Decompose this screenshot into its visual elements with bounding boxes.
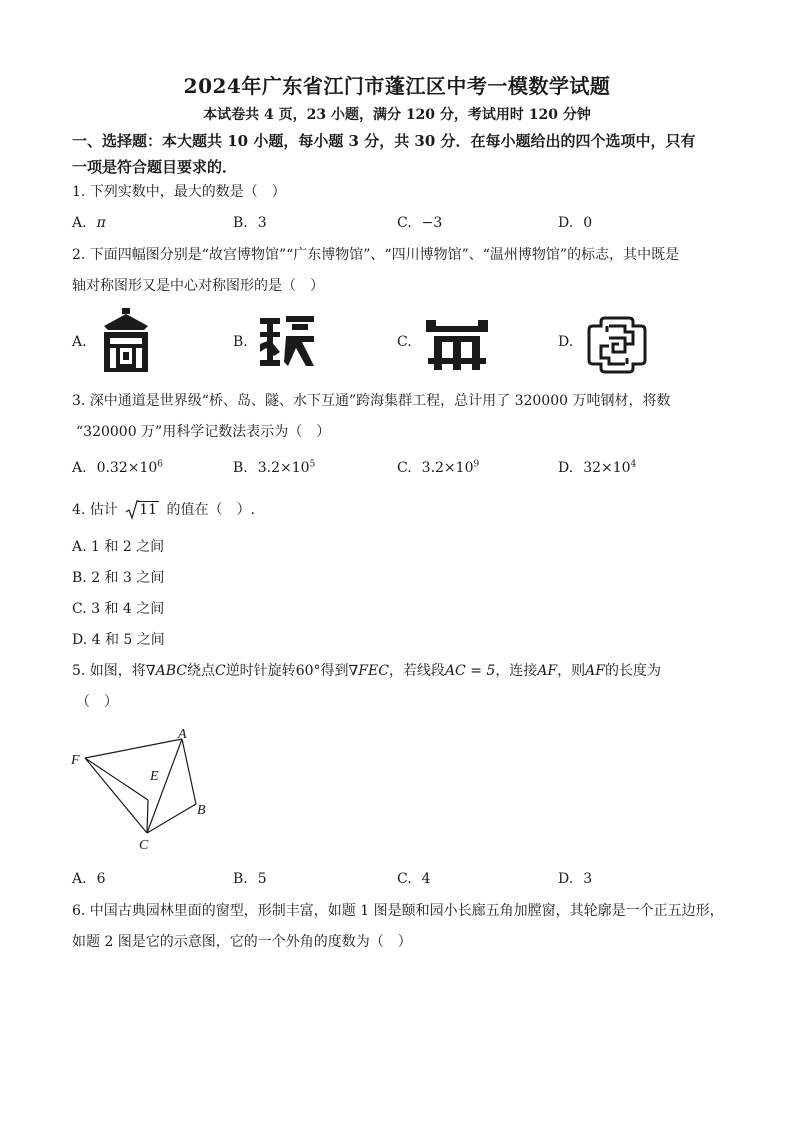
option-label: D. <box>558 460 574 476</box>
figure-label-b: B <box>197 803 206 818</box>
q1-stem: 1. 下列实数中，最大的数是（ ） <box>72 184 286 200</box>
figure-label-e: E <box>150 769 159 784</box>
option-value: 5 <box>257 871 267 887</box>
q1-option-a <box>72 213 106 233</box>
sqrt-expression <box>125 500 159 520</box>
figure-lines <box>85 739 196 833</box>
section-heading-line2: 一项是符合题目要求的． <box>72 158 238 176</box>
rotation-figure <box>66 722 226 856</box>
figure-label-a: A <box>178 727 187 742</box>
option-exponent: 6 <box>157 459 164 470</box>
sqrt-radicand: 11 <box>139 502 158 518</box>
q4-option-b: B. 2 和 3 之间 <box>72 570 165 586</box>
option-base: 32×10 <box>583 460 631 476</box>
wenzhou-museum-logo-icon <box>585 314 649 376</box>
q4-option-d: D. 4 和 5 之间 <box>72 632 165 648</box>
q2-option-c-label: C. <box>397 334 412 350</box>
q2-option-d-label: D. <box>558 334 574 350</box>
q5-triangle-abc: ∇ABC <box>145 663 187 679</box>
option-value: 4 <box>421 871 431 887</box>
q5-text: 5. 如图，将 <box>72 663 146 679</box>
radical-sign-icon <box>125 500 139 520</box>
palace-museum-logo-icon <box>100 308 152 374</box>
q4-stem-post: 的值在（ ）. <box>166 502 255 518</box>
q4-stem <box>72 500 255 520</box>
q5-text: ，若线段 <box>388 663 445 679</box>
option-value: 3 <box>583 871 593 887</box>
q3-option-c <box>397 458 479 478</box>
option-label: D. <box>558 871 574 887</box>
q3-option-b <box>233 458 315 478</box>
q5-text: 得到 <box>320 663 349 679</box>
option-label: C. <box>397 871 412 887</box>
q4-stem-pre: 4. 估计 <box>72 502 118 518</box>
option-label: C. <box>397 460 412 476</box>
option-value: π <box>96 215 106 231</box>
q5-option-d <box>558 869 592 889</box>
guangdong-museum-logo-icon <box>258 314 318 370</box>
exam-info: 本试卷共 4 页，23 小题，满分 120 分，考试用时 120 分钟 <box>203 107 591 123</box>
q5-text: 逆时针旋转 <box>225 663 296 679</box>
option-label: C. <box>397 215 412 231</box>
q2-option-b-label: B. <box>233 334 248 350</box>
page-title: 2024年广东省江门市蓬江区中考一模数学试题 <box>183 74 611 98</box>
option-exponent: 4 <box>630 459 637 470</box>
option-base: 0.32×10 <box>96 460 158 476</box>
q3-option-d <box>558 458 636 478</box>
q1-option-c <box>397 213 442 233</box>
q6-stem-line1: 6. 中国古典园林里面的窗型，形制丰富，如题 1 图是颐和园小长廊五角加膛窗，其轮廓是一个正五边形， <box>72 903 724 919</box>
q5-angle: 60° <box>295 663 321 679</box>
option-label: D. <box>558 215 574 231</box>
option-value: 0 <box>583 215 593 231</box>
q2-stem-line1: 2. 下面四幅图分别是“故宫博物馆”“广东博物馆”、“四川博物馆”、“温州博物馆”的标志，其中既是 <box>72 247 680 263</box>
q5-segment-ac: AC = 5 <box>444 663 496 679</box>
option-value: −3 <box>421 215 443 231</box>
option-label: A. <box>72 215 87 231</box>
q5-option-b <box>233 869 267 889</box>
q5-stem-line1 <box>72 661 661 681</box>
option-label: B. <box>233 460 248 476</box>
q5-option-c <box>397 869 431 889</box>
q4-option-a: A. 1 和 2 之间 <box>72 539 165 555</box>
q5-triangle-fec: ∇FEC <box>348 663 389 679</box>
option-base: 3.2×10 <box>257 460 310 476</box>
option-value: 3 <box>257 215 267 231</box>
q1-option-b <box>233 213 267 233</box>
option-label: B. <box>233 871 248 887</box>
q5-stem-line2: （ ） <box>76 694 118 710</box>
q3-option-a <box>72 458 163 478</box>
q5-segment-af: AF <box>585 663 605 679</box>
q5-option-a <box>72 869 105 889</box>
section-heading-line1: 一、选择题：本大题共 10 小题，每小题 3 分，共 30 分．在每小题给出的四个选项中，只有 <box>72 132 696 150</box>
q2-option-a-label: A. <box>72 334 87 350</box>
q5-point-c: C <box>214 663 226 679</box>
option-label: A. <box>72 871 87 887</box>
option-value: 6 <box>96 871 106 887</box>
q6-stem-line2: 如题 2 图是它的示意图，它的一个外角的度数为（ ） <box>72 934 412 950</box>
figure-label-f: F <box>71 753 80 768</box>
option-exponent: 5 <box>309 459 316 470</box>
option-label: B. <box>233 215 248 231</box>
q2-stem-line2: 轴对称图形又是中心对称图形的是（ ） <box>72 278 324 294</box>
q5-segment-af: AF <box>537 663 558 679</box>
q3-stem-line1: 3. 深中通道是世界级“桥、岛、隧、水下互通”跨海集群工程，总计用了 320000 万吨钢材，将数 <box>72 393 671 409</box>
option-base: 3.2×10 <box>421 460 474 476</box>
q1-option-d <box>558 213 592 233</box>
q5-text: 绕点 <box>186 663 215 679</box>
section-heading <box>72 128 732 180</box>
q5-text: 的长度为 <box>604 663 661 679</box>
q4-option-c: C. 3 和 4 之间 <box>72 601 165 617</box>
q3-stem-line2: “320000 万”用科学记数法表示为（ ） <box>76 424 331 440</box>
q5-text: ，则 <box>557 663 586 679</box>
q5-text: ，连接 <box>495 663 538 679</box>
option-label: A. <box>72 460 87 476</box>
sichuan-museum-logo-icon <box>424 316 490 372</box>
option-exponent: 9 <box>473 459 480 470</box>
figure-label-c: C <box>139 838 149 853</box>
